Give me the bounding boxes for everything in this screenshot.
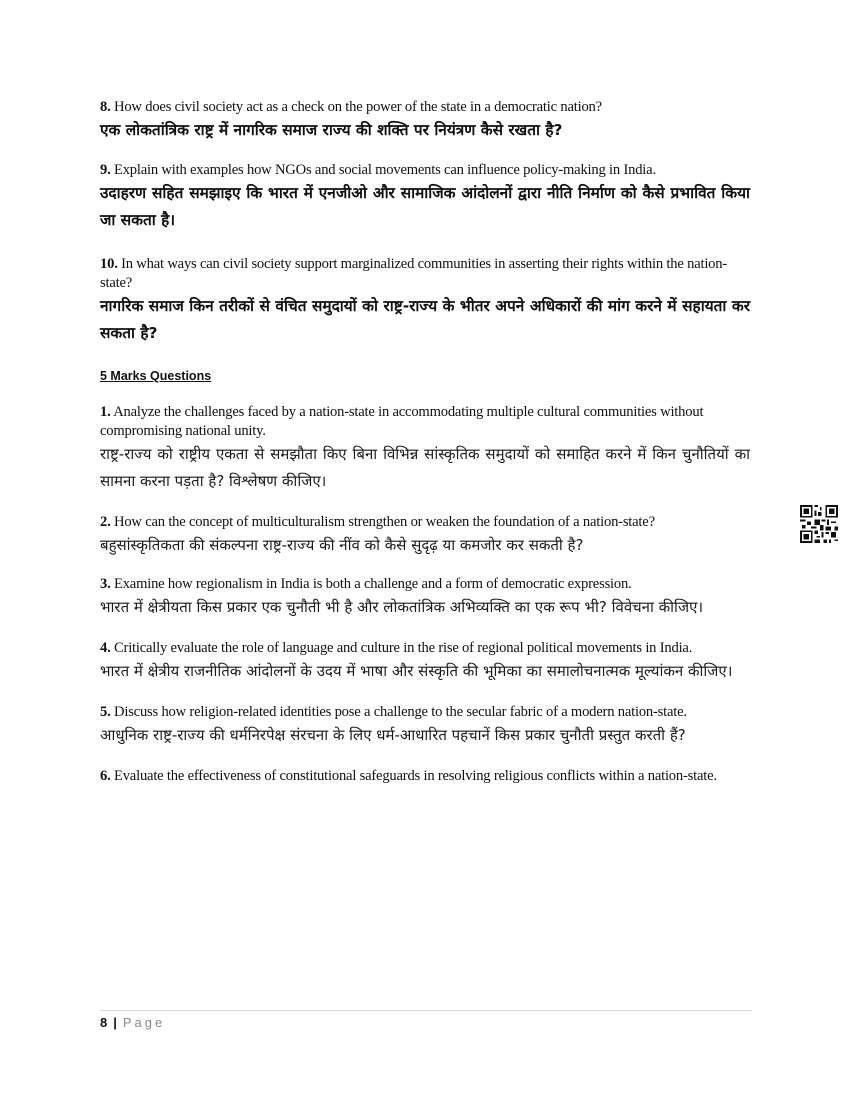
question-text-hindi: बहुसांस्कृतिकता की संकल्पना राष्ट्र-राज्य की नींव को कैसे सुदृढ़ या कमजोर कर सकती है? — [100, 536, 584, 554]
question-10 — [100, 255, 750, 347]
section-title: 5 Marks Questions — [100, 369, 212, 383]
question-text-english: Critically evaluate the role of language and culture in the rise of regional political movements in India. — [110, 640, 693, 656]
five-mark-question-3 — [100, 575, 750, 621]
question-text-hindi: एक लोकतांत्रिक राष्ट्र में नागरिक समाज राज्य की शक्ति पर नियंत्रण कैसे रखता है? — [100, 121, 563, 139]
question-9 — [100, 161, 750, 234]
question-number: 2. — [100, 514, 111, 530]
question-text-hindi: भारत में क्षेत्रीयता किस प्रकार एक चुनौती भी है और लोकतांत्रिक अभिव्यक्ति का एक रूप भी? विवेचना कीजिए। — [100, 598, 704, 616]
page-footer — [100, 1015, 165, 1030]
question-text-hindi: नागरिक समाज किन तरीकों से वंचित समुदायों को राष्ट्र-राज्य के भीतर अपने अधिकारों की मांग करने में सहायता कर सकता है? — [100, 297, 750, 342]
question-text-english: Evaluate the effectiveness of constitutional safeguards in resolving religious conflicts within a nation-state. — [110, 768, 717, 784]
question-text-hindi: राष्ट्र-राज्य को राष्ट्रीय एकता से समझौता किए बिना विभिन्न सांस्कृतिक समुदायों को समाहित करने में किन चुनौतियों का सामना करना पड़ता है? विश्लेषण कीजिए। — [100, 445, 750, 490]
question-number: 5. — [100, 704, 111, 720]
page-content — [100, 98, 750, 786]
question-text-english: In what ways can civil society support marginalized communities in asserting their rights within the nation-state? — [100, 256, 728, 291]
question-number: 8. — [100, 99, 111, 115]
question-text-english: Explain with examples how NGOs and social movements can influence policy-making in India. — [110, 162, 656, 178]
question-text-hindi: उदाहरण सहित समझाइए कि भारत में एनजीओ और सामाजिक आंदोलनों द्वारा नीति निर्माण को कैसे प्रभावित किया जा सकता है। — [100, 184, 750, 229]
question-text-hindi: भारत में क्षेत्रीय राजनीतिक आंदोलनों के उदय में भाषा और संस्कृति की भूमिका का समालोचनात्मक मूल्यांकन कीजिए। — [100, 662, 733, 680]
five-mark-question-2 — [100, 513, 750, 559]
question-text-english: Examine how regionalism in India is both a challenge and a form of democratic expression. — [110, 576, 632, 592]
five-mark-question-6 — [100, 767, 750, 786]
question-text-english: How can the concept of multiculturalism strengthen or weaken the foundation of a nation-state? — [110, 514, 655, 530]
question-number: 6. — [100, 768, 111, 784]
question-number: 4. — [100, 640, 111, 656]
question-text-english: How does civil society act as a check on the power of the state in a democratic nation? — [110, 99, 602, 115]
question-text-english: Analyze the challenges faced by a nation-state in accommodating multiple cultural communities without compromising national unity. — [100, 404, 704, 439]
question-number: 10. — [100, 256, 118, 272]
question-number: 9. — [100, 162, 111, 178]
qr-code-icon[interactable] — [800, 505, 838, 543]
page-label: Page — [122, 1015, 166, 1030]
footer-separator: | — [113, 1015, 117, 1030]
question-8 — [100, 98, 750, 144]
question-number: 3. — [100, 576, 111, 592]
five-mark-question-4 — [100, 639, 750, 685]
five-mark-question-5 — [100, 703, 750, 749]
question-text-english: Discuss how religion-related identities pose a challenge to the secular fabric of a modern nation-state. — [110, 704, 687, 720]
page-number: 8 — [100, 1015, 108, 1030]
question-text-hindi: आधुनिक राष्ट्र-राज्य की धर्मनिरपेक्ष संरचना के लिए धर्म-आधारित पहचानें किस प्रकार चुनौती प्रस्तुत करती हैं? — [100, 726, 686, 744]
five-mark-question-1 — [100, 403, 750, 495]
question-number: 1. — [100, 404, 111, 420]
footer-divider — [100, 1010, 752, 1011]
